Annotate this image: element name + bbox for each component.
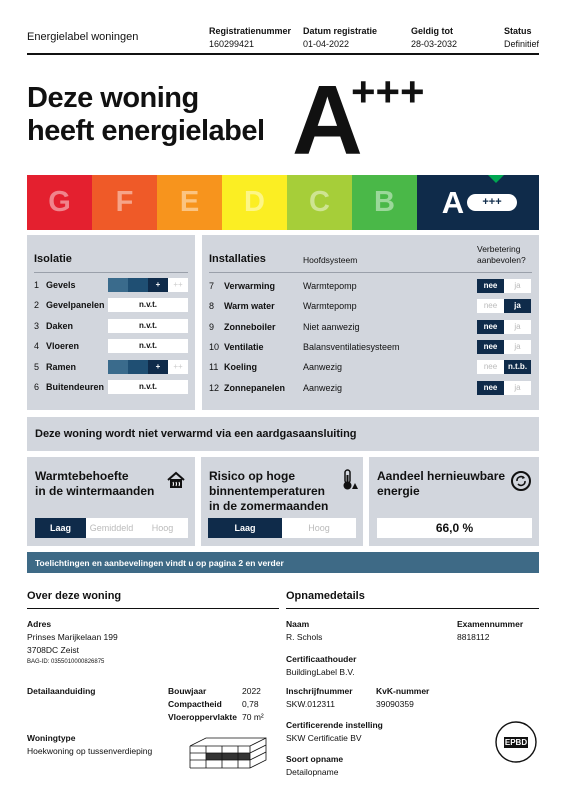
instelling-label: Certificerende instelling <box>286 720 383 730</box>
row-system: Aanwezig <box>303 362 343 372</box>
warmtebehoefte-title <box>35 469 154 499</box>
verbetering-nee: nee <box>477 360 504 374</box>
building-diagram-icon <box>188 733 270 773</box>
bouwjaar-label: Bouwjaar <box>168 686 207 696</box>
status-value: Definitief <box>504 39 540 49</box>
epbd-logo-text: EPBD <box>504 738 528 747</box>
isolatie-value: + <box>148 360 168 374</box>
isolatie-value: n.v.t. <box>108 298 188 312</box>
row-number: 8 <box>209 301 215 311</box>
adres-label: Adres <box>27 619 52 629</box>
adres-line-2: 3708DC Zeist <box>27 645 79 655</box>
row-label: Gevelpanelen <box>46 300 105 310</box>
risico-card <box>201 457 363 546</box>
gas-note-text: Deze woning wordt niet verwarmd via een aardgasaansluiting <box>35 428 357 440</box>
woningtype-value: Hoekwoning op tussenverdieping <box>27 746 153 756</box>
scale-a-letter: A <box>441 184 465 220</box>
verbetering-ja: ja <box>504 381 531 395</box>
hero-heading <box>27 82 265 148</box>
compactheid-label: Compactheid <box>168 699 222 709</box>
row-number: 10 <box>209 342 220 352</box>
verbetering-ja: ja <box>504 340 531 354</box>
over-divider <box>27 608 279 609</box>
verbetering-ja: ja <box>504 279 531 293</box>
inschrijfnummer-label: Inschrijfnummer <box>286 686 353 696</box>
card-title-line: energie <box>377 484 420 498</box>
installaties-sub: Hoofdsysteem <box>303 255 358 265</box>
opname-divider <box>286 608 539 609</box>
document-title: Energielabel woningen <box>27 31 139 43</box>
isolatie-title: Isolatie <box>34 253 72 265</box>
examen-value: 8818112 <box>457 632 490 642</box>
aandeel-title <box>377 469 505 499</box>
certificaathouder-label: Certificaathouder <box>286 654 357 664</box>
row-label: Verwarming <box>224 281 276 291</box>
row-label: Ventilatie <box>224 342 264 352</box>
info-bar[interactable] <box>27 552 539 573</box>
examen-label: Examennummer <box>457 619 524 629</box>
status-block <box>504 25 539 51</box>
vloeroppervlakte-label: Vloeroppervlakte <box>168 712 237 722</box>
kvk-label: KvK-nummer <box>376 686 430 696</box>
row-label: Gevels <box>46 280 76 290</box>
house-heat-icon <box>166 471 186 489</box>
isolatie-extra: ++ <box>168 278 188 292</box>
verbetering-nee: nee <box>477 340 504 354</box>
scale-f: F <box>92 175 157 230</box>
row-label: Koeling <box>224 362 257 372</box>
row-number: 7 <box>209 281 215 291</box>
hero-line-2: heeft energielabel <box>27 115 265 147</box>
detail-label: Detailaanduiding <box>27 686 96 696</box>
isolatie-value: n.v.t. <box>108 380 188 394</box>
scale-b: B <box>352 175 417 230</box>
row-system: Warmtepomp <box>303 301 357 311</box>
level-gemiddeld: Gemiddeld <box>86 518 137 538</box>
registratienummer-value: 160299421 <box>209 39 255 49</box>
row-system: Niet aanwezig <box>303 322 360 332</box>
card-title-line: binnentemperaturen <box>209 484 326 498</box>
isolatie-panel <box>27 235 195 410</box>
verbetering-nee: nee <box>477 381 504 395</box>
row-label: Daken <box>46 321 74 331</box>
card-title-line: Aandeel hernieuwbare <box>377 469 506 483</box>
scale-d: D <box>222 175 287 230</box>
energy-label-plus: +++ <box>351 68 425 115</box>
row-label: Zonnepanelen <box>224 383 286 393</box>
row-label: Ramen <box>46 362 77 372</box>
warmtebehoefte-card <box>27 457 195 546</box>
woningtype-label: Woningtype <box>27 733 76 743</box>
isolatie-extra: ++ <box>168 360 188 374</box>
naam-label: Naam <box>286 619 310 629</box>
compactheid-value: 0,78 <box>242 699 259 709</box>
row-number: 9 <box>209 322 215 332</box>
bag-id: BAG-ID: 0355010000826875 <box>27 659 105 665</box>
kvk-value: 39090359 <box>376 699 414 709</box>
registratienummer-label: Registratienummer <box>209 26 292 36</box>
verbetering-header <box>477 244 526 266</box>
isolatie-value: + <box>148 278 168 292</box>
verbetering-nee: nee <box>477 279 504 293</box>
isolatie-value: n.v.t. <box>108 319 188 333</box>
datum-block <box>303 25 377 51</box>
energy-label-letter: A <box>292 65 363 175</box>
card-title-line: Warmtebehoefte <box>35 469 129 483</box>
level-hoog: Hoog <box>137 518 188 538</box>
verbetering-ja: ja <box>504 320 531 334</box>
verbetering-ja: ja <box>504 299 531 313</box>
isolatie-divider <box>34 272 188 273</box>
datum-value: 01-04-2022 <box>303 39 350 49</box>
row-number: 1 <box>34 280 40 290</box>
scale-a-active <box>417 175 539 230</box>
verbetering-line-2: aanbevolen? <box>477 255 526 265</box>
isolatie-scale-gevels <box>108 278 188 292</box>
isolatie-value: n.v.t. <box>108 339 188 353</box>
row-number: 2 <box>34 300 40 310</box>
verbetering-ntb: n.t.b. <box>504 360 531 374</box>
row-label: Buitendeuren <box>46 382 105 392</box>
card-title-line: in de wintermaanden <box>35 484 155 498</box>
row-label: Zonneboiler <box>224 322 276 332</box>
row-number: 4 <box>34 341 40 351</box>
epbd-logo <box>493 719 539 765</box>
aandeel-value: 66,0 % <box>377 518 532 538</box>
over-title: Over deze woning <box>27 590 122 602</box>
level-laag: Laag <box>208 518 282 538</box>
row-system: Balansventilatiesysteem <box>303 342 400 352</box>
naam-value: R. Schols <box>286 632 323 642</box>
thermometer-warning-icon <box>340 469 358 491</box>
level-hoog: Hoog <box>282 518 356 538</box>
verbetering-line-1: Verbetering <box>477 244 521 254</box>
hero-line-1: Deze woning <box>27 82 199 114</box>
installaties-title: Installaties <box>209 253 266 265</box>
inschrijfnummer-value: SKW.012311 <box>286 699 335 709</box>
scale-g: G <box>27 175 92 230</box>
card-title-line: in de zomermaanden <box>209 499 329 513</box>
verbetering-nee: nee <box>477 320 504 334</box>
soort-label: Soort opname <box>286 754 344 764</box>
installaties-divider <box>209 272 532 273</box>
row-number: 3 <box>34 321 40 331</box>
vloeroppervlakte-value: 70 m² <box>242 712 264 722</box>
geldig-value: 28-03-2032 <box>411 39 458 49</box>
row-number: 12 <box>209 383 220 393</box>
certificaathouder-value: BuildingLabel B.V. <box>286 667 355 677</box>
aandeel-card <box>369 457 539 546</box>
geldig-block <box>411 25 457 51</box>
installaties-panel <box>202 235 539 410</box>
registratienummer-block <box>209 25 291 51</box>
scale-a-plus-badge: +++ <box>467 194 517 211</box>
header-divider <box>27 53 539 55</box>
gas-note-panel <box>27 417 539 451</box>
opname-title: Opnamedetails <box>286 590 365 602</box>
row-number: 6 <box>34 382 40 392</box>
verbetering-nee: nee <box>477 299 504 313</box>
energy-scale <box>27 175 539 230</box>
risico-title <box>209 469 328 514</box>
row-system: Warmtepomp <box>303 281 357 291</box>
card-title-line: Risico op hoge <box>209 469 296 483</box>
adres-line-1: Prinses Marijkelaan 199 <box>27 632 118 642</box>
datum-label: Datum registratie <box>303 26 378 36</box>
row-number: 5 <box>34 362 40 372</box>
row-label: Warm water <box>224 301 275 311</box>
row-system: Aanwezig <box>303 383 343 393</box>
isolatie-scale-ramen <box>108 360 188 374</box>
soort-value: Detailopname <box>286 767 339 777</box>
row-number: 11 <box>209 362 219 372</box>
instelling-value: SKW Certificatie BV <box>286 733 362 743</box>
scale-e: E <box>157 175 222 230</box>
level-laag: Laag <box>35 518 86 538</box>
row-label: Vloeren <box>46 341 80 351</box>
geldig-label: Geldig tot <box>411 26 453 36</box>
info-bar-text: Toelichtingen en aanbevelingen vindt u op pagina 2 en verder <box>35 558 284 568</box>
status-label: Status <box>504 26 532 36</box>
scale-c: C <box>287 175 352 230</box>
recycle-icon <box>510 470 532 492</box>
bouwjaar-value: 2022 <box>242 686 261 696</box>
